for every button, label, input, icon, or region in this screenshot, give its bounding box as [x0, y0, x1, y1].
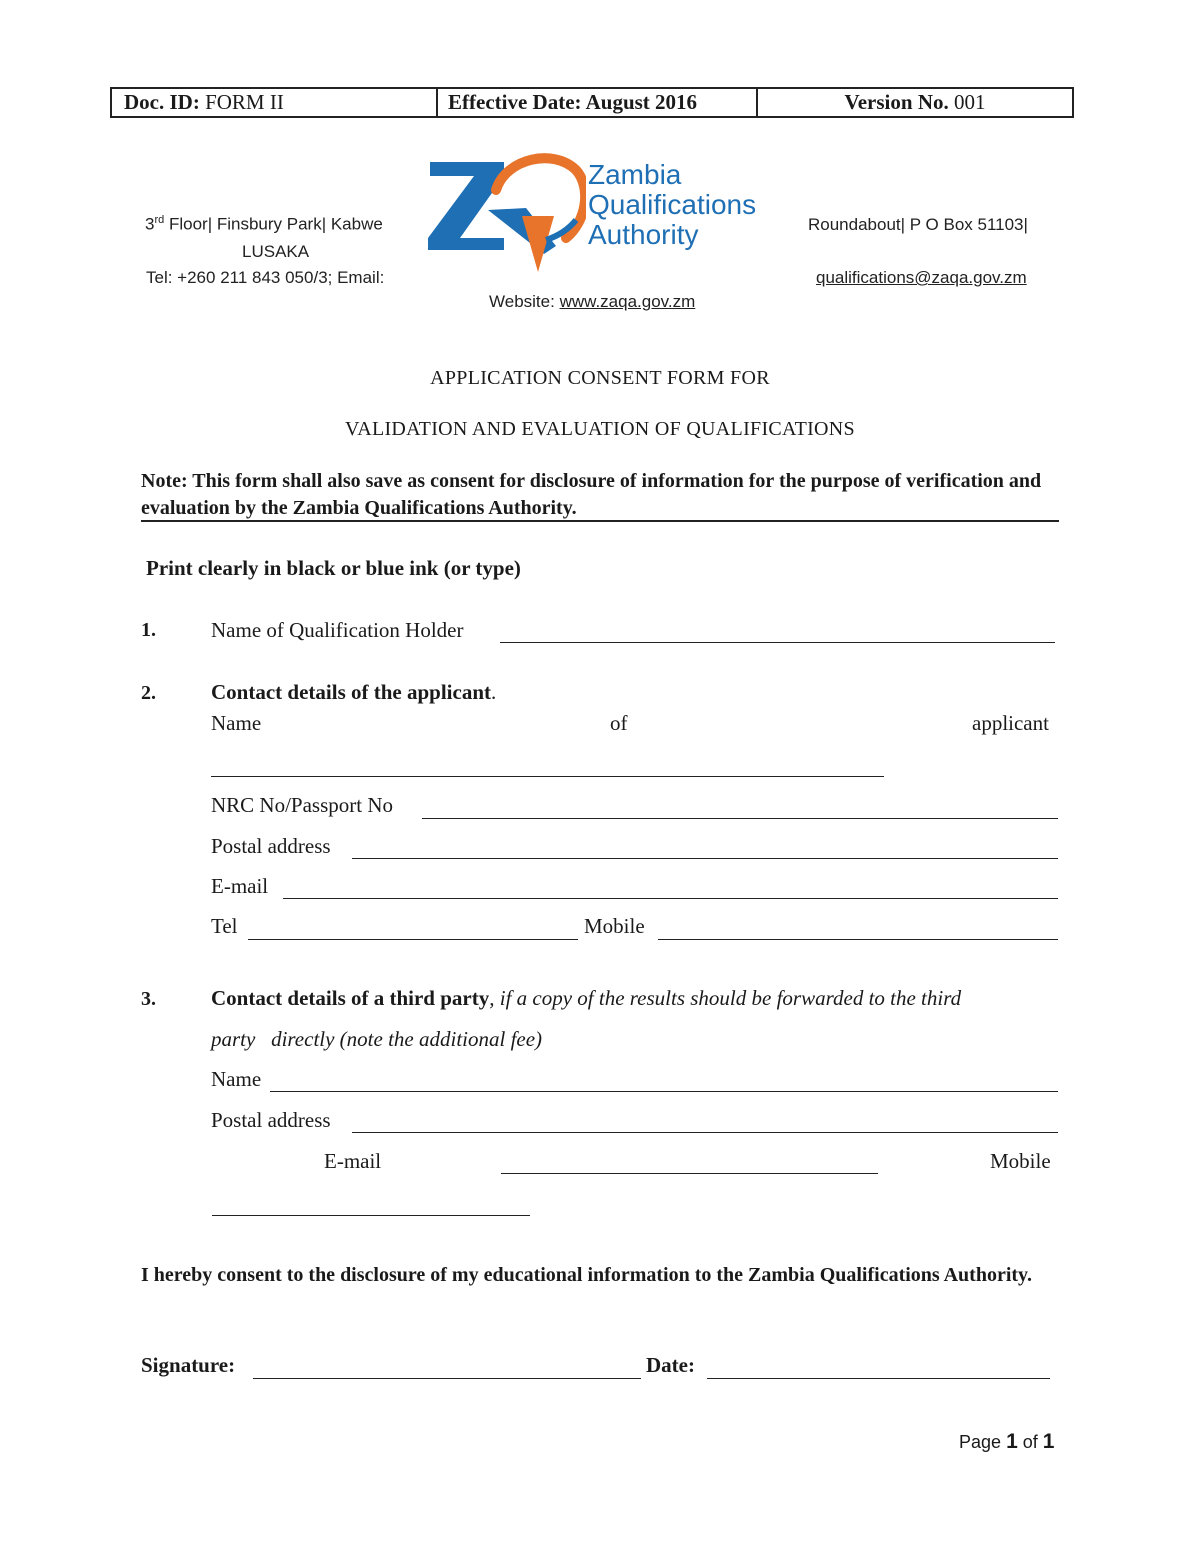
section2-heading-period: . [491, 680, 497, 704]
logo-text-authority: Authority [588, 219, 699, 250]
section3-heading-italic: , if a copy of the results should be forwarded to the third [489, 986, 962, 1010]
website-line [489, 292, 695, 312]
third-party-mobile-field[interactable] [212, 1215, 530, 1216]
postal-address-label: Postal address [211, 834, 331, 858]
version-cell [758, 89, 1072, 116]
page-of-word: of [1022, 1432, 1038, 1452]
address-city: LUSAKA [242, 242, 310, 261]
zaqa-logo-mark [426, 150, 586, 280]
applicant-name-word3: applicant [972, 711, 1049, 735]
section1-number: 1. [141, 619, 156, 641]
qualification-holder-field[interactable] [500, 642, 1055, 643]
mobile-field[interactable] [658, 939, 1058, 940]
section3-heading-italic-line2: party directly (note the additional fee) [211, 1027, 543, 1051]
form-title-line1: APPLICATION CONSENT FORM FOR [430, 367, 770, 389]
applicant-name-word1: Name [211, 711, 262, 735]
effective-date-cell [438, 89, 758, 116]
third-party-name-label: Name [211, 1067, 262, 1091]
postal-address-field[interactable] [352, 858, 1058, 859]
qualification-holder-label: Name of Qualification Holder [211, 618, 464, 642]
date-field[interactable] [707, 1378, 1050, 1379]
effective-date: Effective Date: August 2016 [448, 90, 698, 114]
section3-heading-text: Contact details of a third party [211, 986, 490, 1010]
nrc-passport-label: NRC No/Passport No [211, 793, 394, 817]
tel-field[interactable] [248, 939, 578, 940]
section3-number: 3. [141, 988, 156, 1010]
print-instruction: Print clearly in black or blue ink (or type) [146, 556, 521, 580]
consent-note: Note: This form shall also save as consent for disclosure of information for the purpose of verification and evaluation by the Zambia Qualifications Authority. [141, 470, 1042, 519]
page-word: Page [959, 1432, 1002, 1452]
logo-text-qualifications: Qualifications [588, 189, 757, 220]
section2-heading [211, 680, 496, 705]
address-line-left [145, 214, 383, 235]
form-title-line2: VALIDATION AND EVALUATION OF QUALIFICATIONS [345, 418, 855, 440]
logo-text-zambia: Zambia [588, 159, 682, 190]
third-party-mobile-label: Mobile [990, 1149, 1051, 1173]
section3-heading [211, 986, 961, 1011]
doc-id-value: FORM II [205, 90, 284, 114]
logo-text [588, 160, 756, 250]
zaqa-logo [426, 150, 776, 280]
page-current: 1 [1006, 1430, 1018, 1453]
website-label: Website: [489, 292, 555, 311]
page-total: 1 [1042, 1430, 1055, 1453]
consent-statement: I hereby consent to the disclosure of my educational information to the Zambia Qualifications Authority. [141, 1264, 1032, 1286]
email-field[interactable] [283, 898, 1058, 899]
signature-field[interactable] [253, 1378, 641, 1379]
third-party-name-field[interactable] [270, 1091, 1058, 1092]
telephone-line: Tel: +260 211 843 050/3; Email: [146, 268, 385, 287]
applicant-name-word2: of [610, 711, 628, 735]
applicant-name-field[interactable] [211, 776, 884, 777]
section2-heading-text: Contact details of the applicant [211, 680, 491, 704]
address-line1-rest: Floor| Finsbury Park| Kabwe [164, 214, 383, 234]
note-divider [141, 520, 1059, 522]
nrc-passport-field[interactable] [422, 818, 1058, 819]
website-link[interactable]: www.zaqa.gov.zm [559, 292, 696, 311]
third-party-email-field[interactable] [501, 1173, 878, 1174]
third-party-postal-field[interactable] [352, 1132, 1058, 1133]
address-floor-sup: rd [154, 214, 165, 226]
version-label: Version No. [844, 90, 949, 114]
doc-id-cell [112, 89, 438, 116]
tel-label: Tel [211, 914, 238, 938]
email-link[interactable]: qualifications@zaqa.gov.zm [816, 268, 1027, 287]
signature-label: Signature: [141, 1353, 236, 1377]
page-number [959, 1430, 1054, 1454]
date-label: Date: [646, 1353, 695, 1377]
third-party-postal-label: Postal address [211, 1108, 331, 1132]
address-line-right: Roundabout| P O Box 51103| [808, 215, 1028, 234]
document-header-table [110, 87, 1074, 118]
third-party-email-label: E-mail [324, 1149, 382, 1173]
section2-number: 2. [141, 682, 156, 704]
email-label: E-mail [211, 874, 269, 898]
mobile-label: Mobile [584, 914, 645, 938]
address-floor-number: 3 [145, 214, 155, 234]
version-value: 001 [953, 90, 986, 114]
doc-id-label: Doc. ID: [124, 90, 200, 114]
